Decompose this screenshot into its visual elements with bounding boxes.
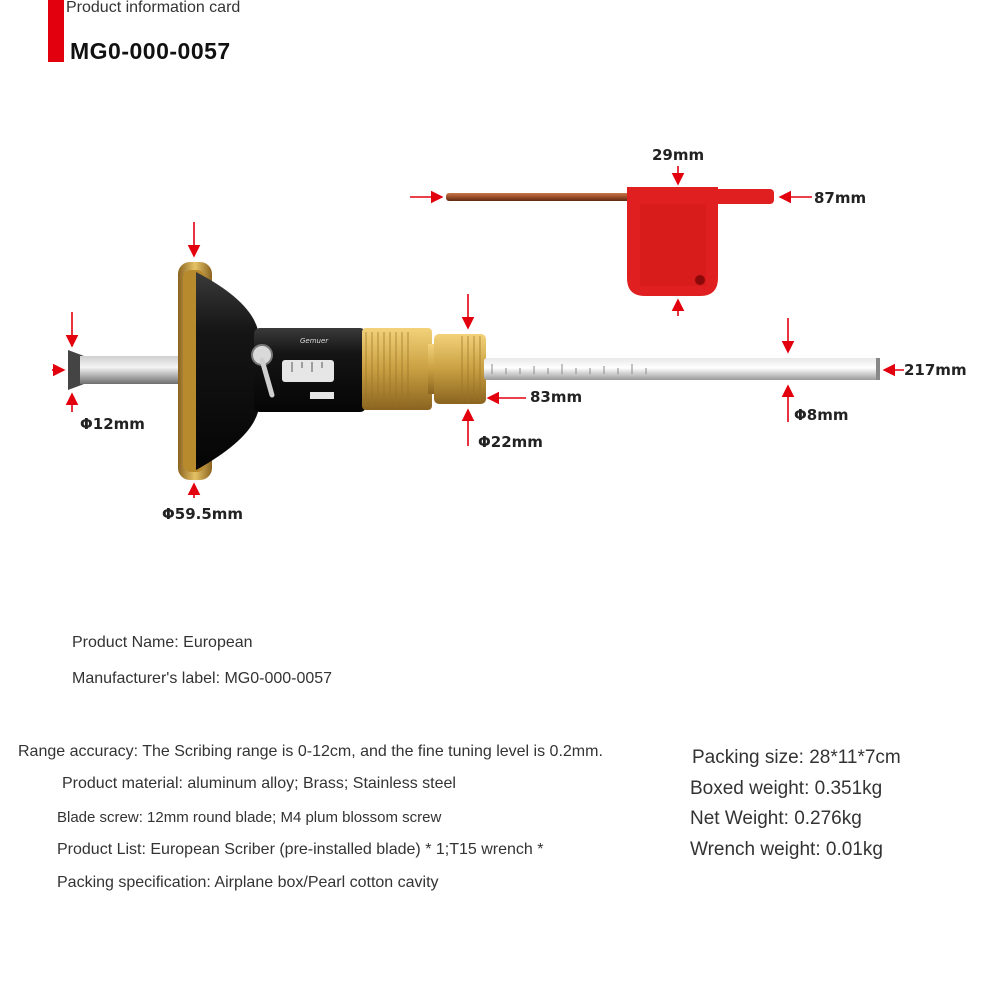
dim-wrench-width: 29mm <box>652 146 705 164</box>
dim-fence-diameter: Φ59.5mm <box>162 505 244 523</box>
dim-brass-length: 83mm <box>530 388 583 406</box>
product-name: Product Name: European <box>72 634 253 651</box>
beam <box>484 358 880 380</box>
packing-specification: Packing specification: Airplane box/Pearl cotton cavity <box>57 874 439 891</box>
dim-handle-diameter: Φ12mm <box>80 415 145 433</box>
wrench-weight: Wrench weight: 0.01kg <box>690 839 883 860</box>
wrench <box>446 187 774 296</box>
dim-knob-diameter: Φ22mm <box>478 433 543 451</box>
dim-body-length: 217mm <box>904 361 967 379</box>
boxed-weight: Boxed weight: 0.351kg <box>690 778 883 799</box>
packing-size: Packing size: 28*11*7cm <box>692 747 901 768</box>
header-title: Product information card <box>66 0 241 16</box>
blade-screw: Blade screw: 12mm round blade; M4 plum blossom screw <box>57 809 442 826</box>
manufacturer-label: Manufacturer's label: MG0-000-0057 <box>72 670 333 687</box>
product-material: Product material: aluminum alloy; Brass; Stainless steel <box>62 775 456 792</box>
net-weight: Net Weight: 0.276kg <box>690 808 862 829</box>
dim-wrench-length: 87mm <box>814 189 867 207</box>
product-list: Product List: European Scriber (pre-installed blade) * 1;T15 wrench * <box>57 841 544 858</box>
brass-adjuster <box>362 328 486 410</box>
header-product-code: MG0-000-0057 <box>70 38 231 64</box>
brand-label: Gemuer <box>300 337 329 345</box>
range-accuracy: Range accuracy: The Scribing range is 0-12cm, and the fine tuning level is 0.2mm. <box>18 743 603 760</box>
handle <box>68 350 180 390</box>
fence <box>178 262 366 480</box>
dim-rod-diameter: Φ8mm <box>794 406 849 424</box>
